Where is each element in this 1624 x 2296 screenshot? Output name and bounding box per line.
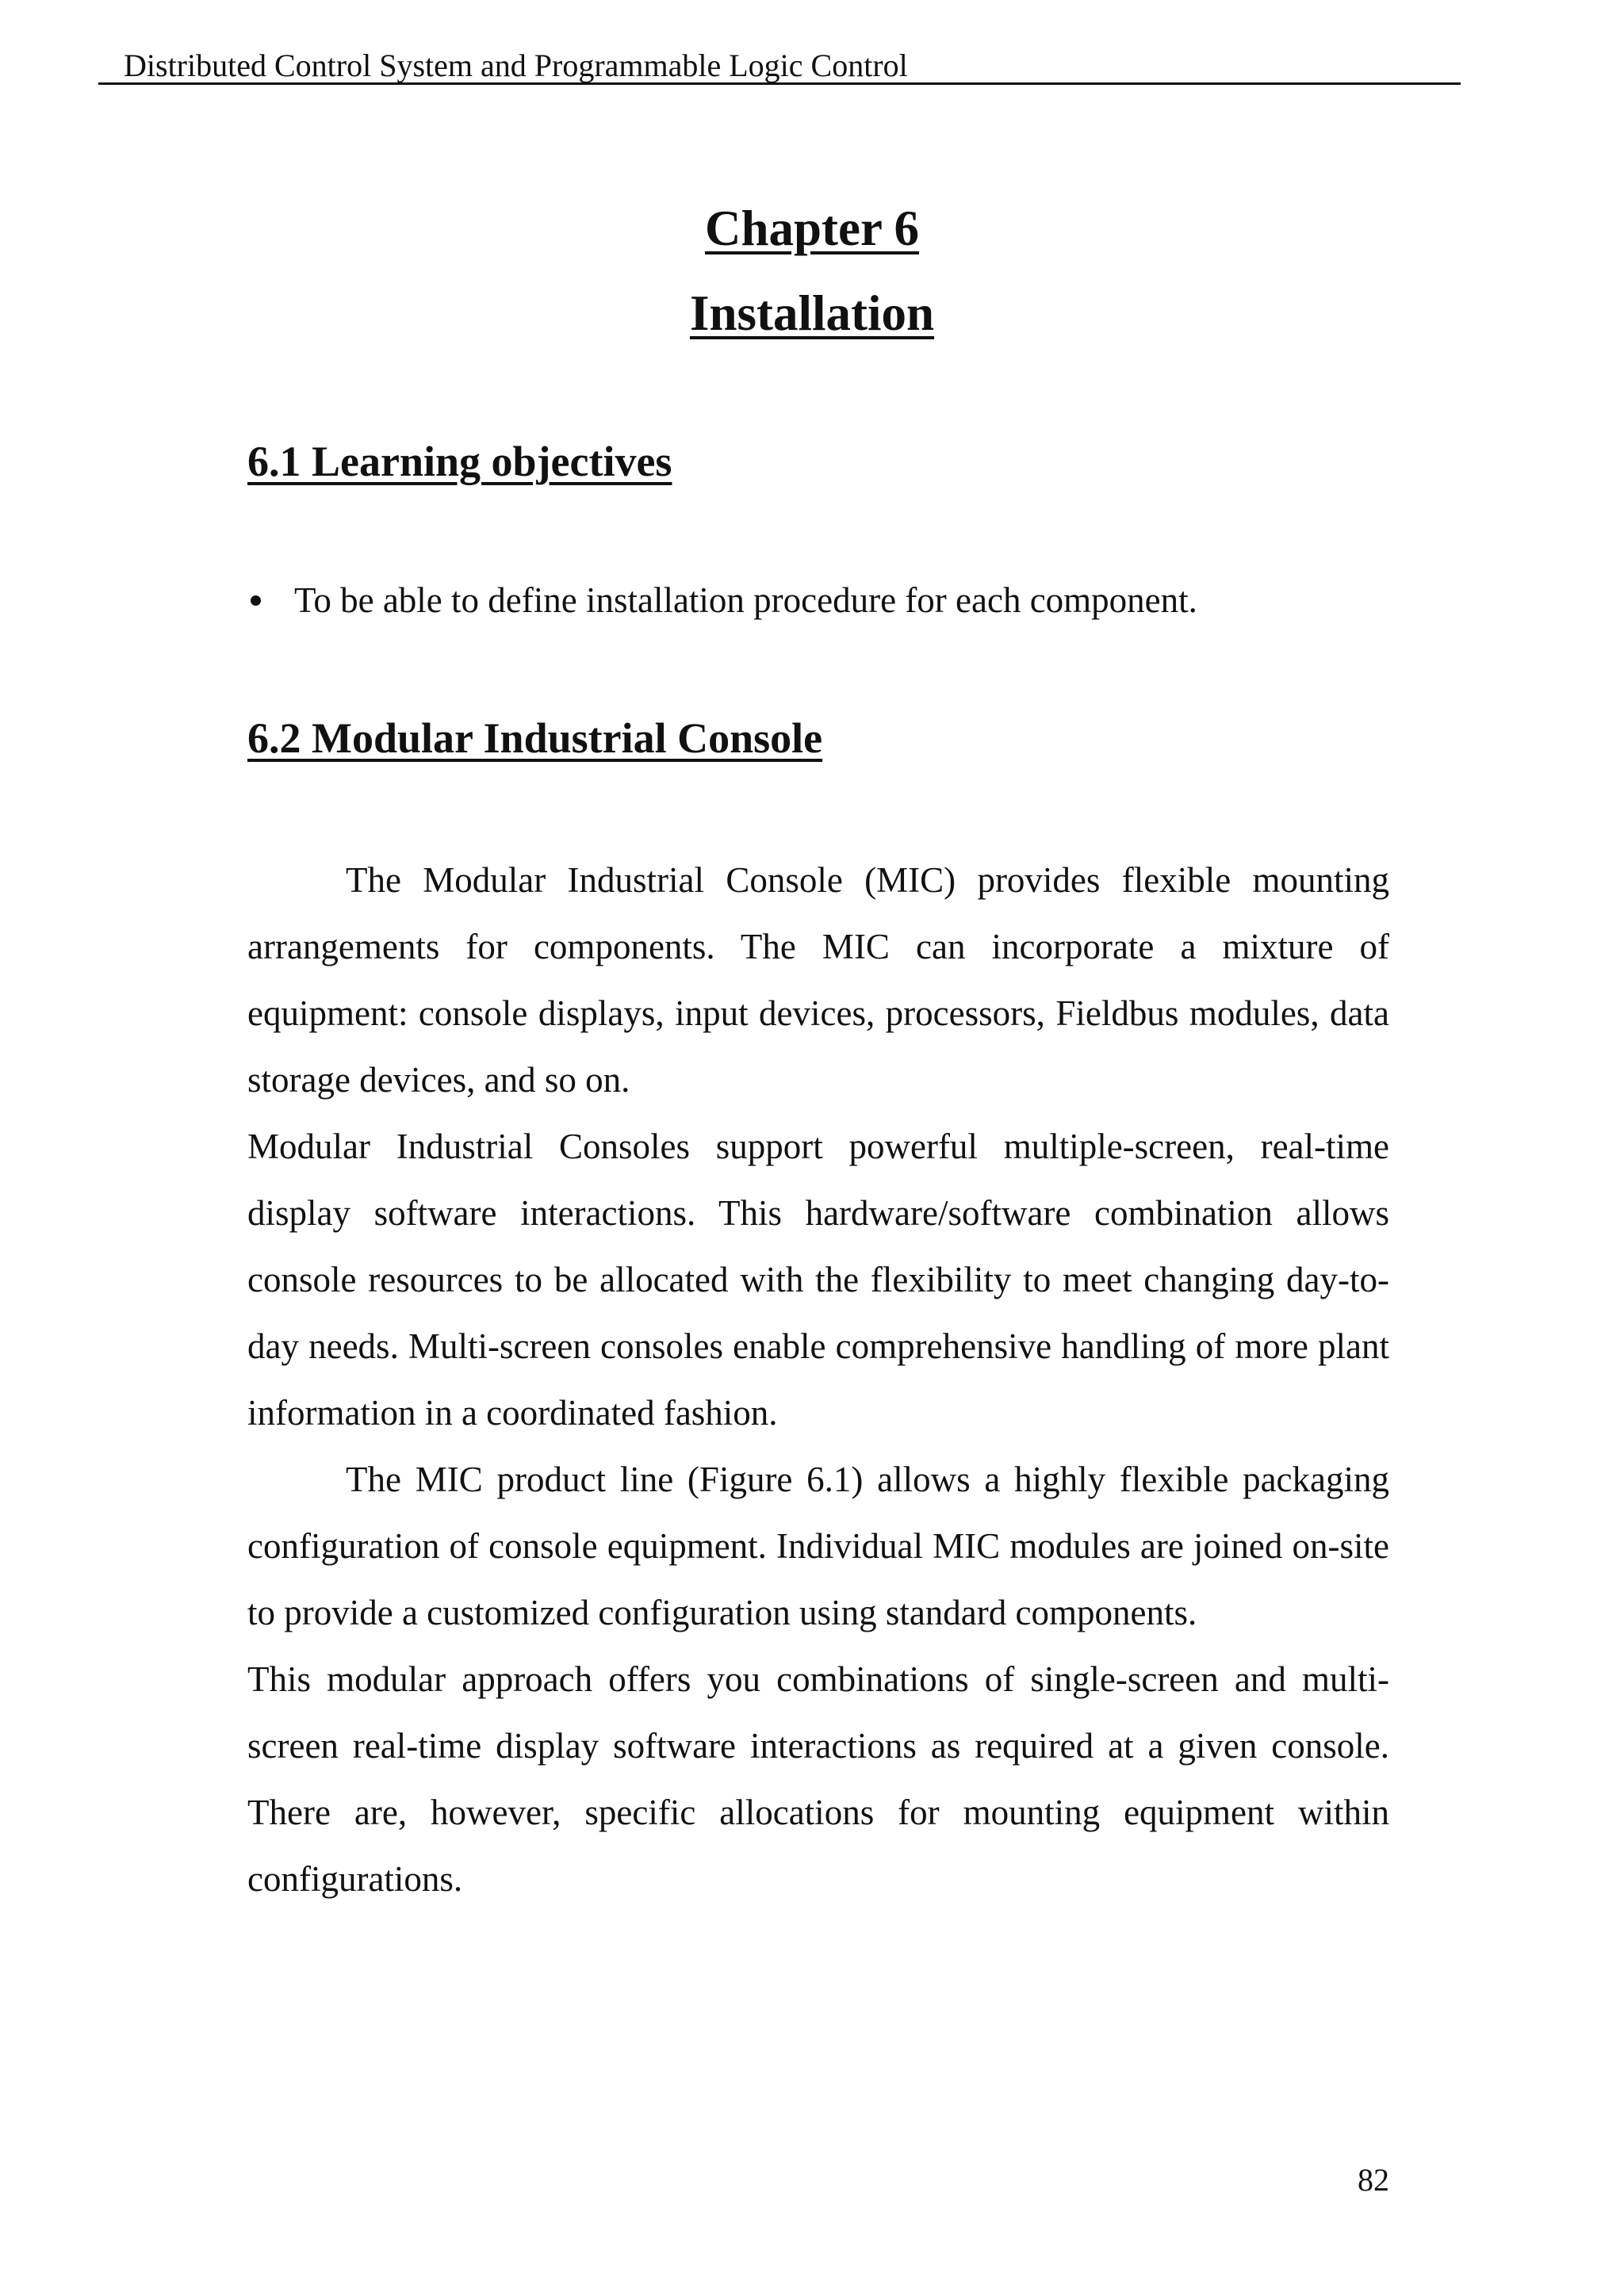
running-header-title: Distributed Control System and Programmable Logic Control xyxy=(124,48,908,83)
paragraph: This modular approach offers you combinations of single-screen and multi-screen real-time display software interactions as required at a given console. There are, however, specific allocations for mounting equipment within configurations. xyxy=(247,1659,1389,1899)
chapter-title-heading xyxy=(0,281,1624,345)
section-heading-learning-objectives: 6.1 Learning objectives xyxy=(247,438,672,485)
section-heading-modular-console: 6.2 Modular Industrial Console xyxy=(247,714,823,762)
paragraph: The MIC product line (Figure 6.1) allows a highly flexible packaging configuration of console equipment. Individual MIC modules are joined on-site to provide a customized configuration using standard components. xyxy=(247,1460,1389,1632)
chapter-number-text: Chapter 6 xyxy=(704,201,920,256)
bullet-dot-icon xyxy=(251,595,261,606)
bullet-list-item xyxy=(247,576,1197,624)
page-number: 82 xyxy=(1358,2162,1389,2198)
running-header xyxy=(98,49,1461,85)
bullet-text: To be able to define installation procedure for each component. xyxy=(294,580,1197,620)
section-body xyxy=(247,847,1389,1912)
chapter-number-heading xyxy=(0,197,1624,260)
paragraph: Modular Industrial Consoles support powerful multiple-screen, real-time display software interactions. This hardware/software combination allows console resources to be allocated with the flexibility to meet changing day-to-day needs. Multi-screen consoles enable comprehensive handling of more plant information in a coordinated fashion. xyxy=(247,1127,1389,1433)
paragraph: The Modular Industrial Console (MIC) provides flexible mounting arrangements for components. The MIC can incorporate a mixture of equipment: console displays, input devices, processors, Fieldbus modules, data storage devices, and so on. xyxy=(247,860,1389,1100)
chapter-title-text: Installation xyxy=(689,285,935,341)
